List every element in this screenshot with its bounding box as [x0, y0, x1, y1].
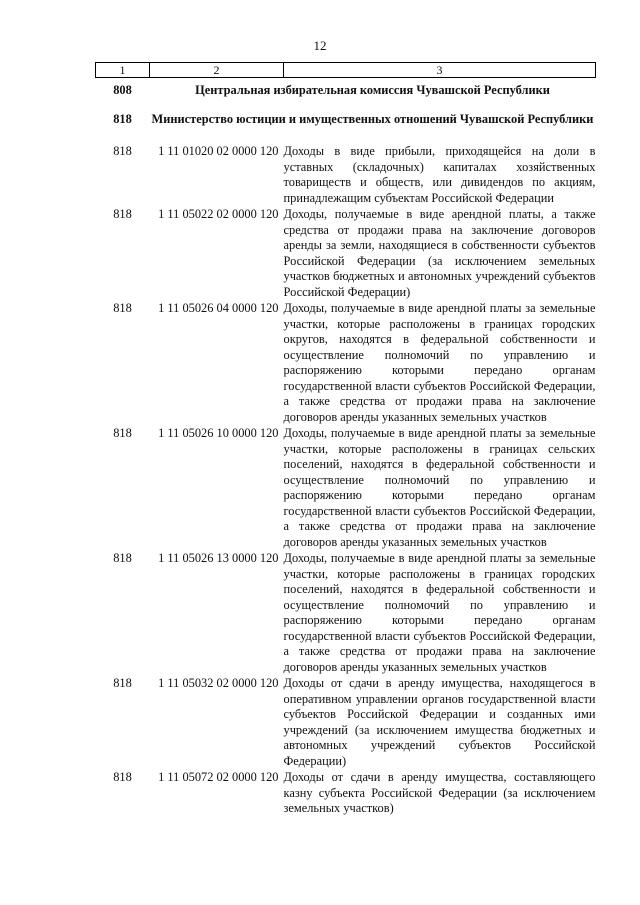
revenue-description: Доходы в виде прибыли, приходящейся на доли в уставных (складочных) капиталах хозяйственных товариществ и обществ, или дивидендов по акциям, принадлежащим субъектам Российской Федерации [283, 144, 596, 205]
revenue-description: Доходы от сдачи в аренду имущества, находящегося в оперативном управлении органов государственной власти субъектов Российской Федерации и созданных ими учреждений (за исключением имущества бюджетных и автономных учреждений субъектов Российской Федерации) [283, 676, 596, 768]
section-header-row [96, 98, 596, 127]
budget-classification-code: 1 11 05026 13 0000 120 [158, 551, 279, 565]
table-row [96, 551, 596, 676]
page-number: 12 [313, 38, 327, 53]
table-row [96, 207, 596, 301]
table-row [96, 426, 596, 551]
table-row [96, 676, 596, 770]
revenue-description: Доходы, получаемые в виде арендной платы за земельные участки, которые расположены в границах городских округов, находятся в федеральной собственности и осуществление полномочий по управлению и распоряжению которыми передано органам государственной власти субъектов Российской Федерации, а также средства от продажи права на заключение договоров аренды указанных земельных участков [283, 301, 596, 424]
table-header [96, 63, 596, 78]
budget-classification-code: 1 11 05022 02 0000 120 [158, 207, 279, 221]
admin-code: 818 [113, 144, 132, 158]
revenue-description: Доходы, получаемые в виде арендной платы, а также средства от продажи права на заключение договоров аренды за земли, находящиеся в собственности субъектов Российской Федерации (за исключением земельных участков бюджетных и автономных учреждений субъектов Российской Федерации) [283, 207, 596, 299]
admin-code: 818 [113, 207, 132, 221]
section-title: Центральная избирательная комиссия Чувашской Республики [195, 83, 550, 97]
budget-classification-code: 1 11 05026 10 0000 120 [158, 426, 279, 440]
budget-classification-code: 1 11 05072 02 0000 120 [158, 770, 279, 784]
table-row [96, 127, 596, 207]
section-title: Министерство юстиции и имущественных отношений Чувашской Республики [151, 112, 594, 126]
column-1-header: 1 [96, 63, 150, 78]
admin-code: 818 [113, 426, 132, 440]
admin-code: 818 [113, 770, 132, 784]
revenue-description: Доходы от сдачи в аренду имущества, составляющего казну субъекта Российской Федерации (за исключением земельных участков) [283, 770, 596, 815]
table-row [96, 770, 596, 818]
revenue-description: Доходы, получаемые в виде арендной платы за земельные участки, которые расположены в границах городских поселений, находятся в федеральной собственности и осуществление полномочий по управлению и распоряжению которыми передано органам государственной власти субъектов Российской Федерации, а также средства от продажи права на заключение договоров аренды указанных земельных участков [283, 551, 596, 674]
admin-code: 818 [113, 301, 132, 315]
budget-classification-code: 1 11 05026 04 0000 120 [158, 301, 279, 315]
budget-classification-code: 1 11 05032 02 0000 120 [158, 676, 279, 690]
section-header-row [96, 78, 596, 99]
revenue-description: Доходы, получаемые в виде арендной платы за земельные участки, которые расположены в границах сельских поселений, находятся в федеральной собственности и осуществление полномочий по управлению и распоряжению которыми передано органам государственной власти субъектов Российской Федерации, а также средства от продажи права на заключение договоров аренды указанных земельных участков [283, 426, 596, 549]
admin-code: 818 [113, 676, 132, 690]
budget-classification-code: 1 11 01020 02 0000 120 [158, 144, 279, 158]
admin-code: 808 [113, 83, 132, 97]
admin-code: 818 [113, 551, 132, 565]
revenue-code-table [95, 62, 596, 818]
table-row [96, 301, 596, 426]
admin-code: 818 [113, 112, 132, 126]
column-2-header: 2 [150, 63, 284, 78]
column-3-header: 3 [284, 63, 596, 78]
